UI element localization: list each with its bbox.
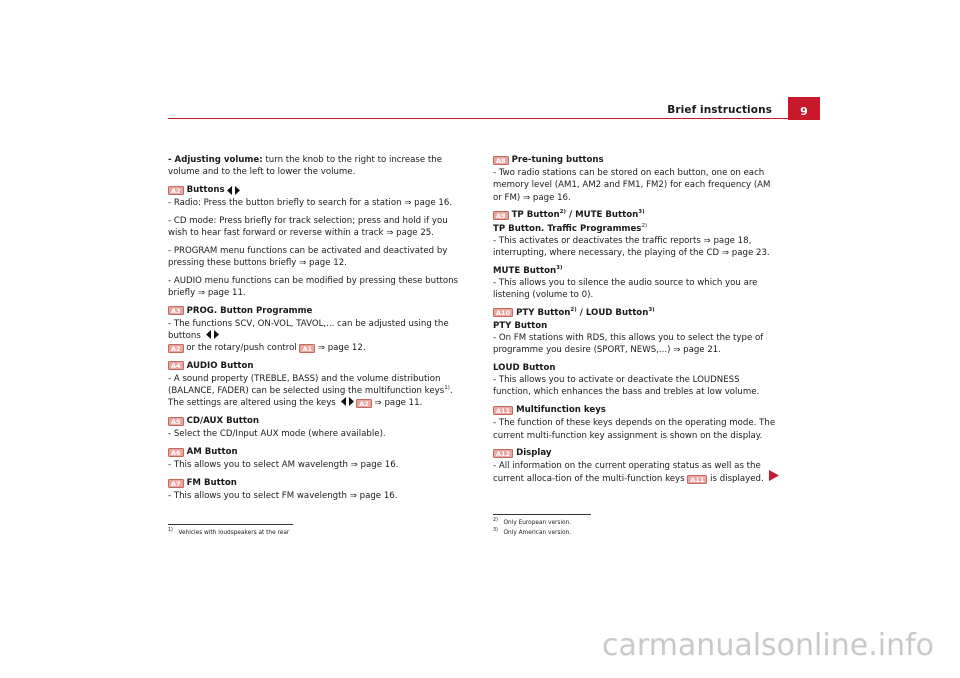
a11-text: - The function of these keys depends on the operating mode. The current multi-function key assignment is shown on the display. [493, 418, 776, 441]
pty-subheading: PTY Button [493, 320, 548, 331]
a3-text-line2a: or the rotary/push control [183, 343, 300, 354]
page-header-title: Brief instructions [667, 104, 772, 116]
callout-badge-ref: A2 [168, 344, 184, 353]
adjusting-volume-paragraph [168, 154, 458, 178]
tp-text: - This activates or deactivates the traffic reports ⇒ page 18, interrupting, where necessary, the playing of the CD ⇒ page 23. [493, 235, 770, 258]
a2-audio-text: - AUDIO menu functions can be modified by pressing these buttons briefly ⇒ page 11. [168, 275, 459, 298]
section-title-part: PTY Button [516, 307, 571, 318]
a3-text-line2b: ⇒ page 12. [315, 343, 366, 354]
right-column [493, 154, 776, 490]
mute-subheading [493, 265, 776, 277]
section-title: Buttons [186, 184, 225, 195]
left-right-arrows-icon [341, 397, 354, 406]
callout-badge: A2 [168, 186, 184, 195]
a7-text: - This allows you to select FM wavelength ⇒ page 16. [168, 491, 398, 502]
section-a6-heading [168, 446, 458, 458]
subheading-text: MUTE Button [493, 265, 557, 276]
footnote-ref: 2) [559, 209, 566, 216]
section-a3-heading [168, 305, 458, 317]
a12-text-part2: is displayed. [707, 473, 764, 484]
a4-text-part2: . The settings are altered using the keys [168, 386, 453, 409]
callout-badge: A10 [493, 308, 513, 317]
section-a4-heading [168, 360, 458, 372]
loud-subheading: LOUD Button [493, 363, 556, 374]
watermark: carmanualsonline.info [602, 628, 934, 663]
section-title-part: TP Button [511, 210, 560, 221]
a2-cd-text: - CD mode: Press briefly for track selection; press and hold if you wish to hear fast forward or reverse within a track ⇒ page 25. [168, 215, 448, 239]
adjusting-volume-label: - Adjusting volume: [168, 155, 263, 165]
callout-badge: A7 [168, 479, 184, 488]
left-column [168, 154, 458, 508]
callout-badge-ref: A11 [687, 475, 707, 484]
pty-text: - On FM stations with RDS, this allows you to select the type of programme you desire (SPORT, NEWS,...) ⇒ page 21. [493, 333, 764, 356]
callout-badge: A5 [168, 417, 184, 426]
section-title-part: / MUTE Button [565, 210, 639, 221]
page-number-tab: 9 [788, 97, 820, 120]
a12-text [493, 460, 776, 484]
next-page-arrow-icon [769, 470, 779, 485]
footnote-ref: 1) [444, 385, 450, 392]
a8-text: - Two radio stations can be stored on each button, one on each memory level (AM1, AM2 and FM1, FM2) for each frequency (AM or FM) ⇒ page 16. [493, 168, 771, 203]
tp-subheading [493, 223, 776, 235]
footnote-ref: 3) [638, 209, 645, 216]
footnote-ref: 3) [648, 306, 655, 313]
a2-program-text: - PROGRAM menu functions can be activated and deactivated by pressing these buttons briefly ⇒ page 12. [168, 245, 448, 268]
callout-badge-ref: A2 [356, 399, 372, 408]
a5-text: - Select the CD/Input AUX mode (where available). [168, 429, 386, 440]
section-a11-heading [493, 404, 776, 416]
footnote-rule-right [493, 514, 591, 515]
a3-text-line1: - The functions SCV, ON-VOL, TAVOL,... can be adjusted using the buttons [168, 318, 449, 341]
footnote-text: Only European version. [503, 520, 572, 526]
section-title: Display [516, 448, 552, 459]
footnote-ref: 2) [570, 306, 577, 313]
section-title: PROG. Button Programme [186, 305, 313, 316]
loud-text: - This allows you to activate or deactivate the LOUDNESS function, which enhances the bass and trebles at low volume. [493, 375, 760, 398]
footnote-text: Only American version. [503, 530, 572, 536]
a4-text-part3: ⇒ page 11. [371, 398, 423, 409]
a4-text-part1: - A sound property (TREBLE, BASS) and the volume distribution (BALANCE, FADER) can be selected using the multifunction keys [168, 374, 445, 397]
footnote-left [168, 529, 289, 538]
section-title: CD/AUX Button [186, 416, 260, 427]
footnote-right-2 [493, 529, 571, 538]
callout-badge: A12 [493, 449, 513, 458]
a2-radio-text: - Radio: Press the button briefly to search for a station ⇒ page 16. [168, 198, 453, 209]
section-a7-heading [168, 477, 458, 489]
footnote-rule-left [168, 524, 293, 525]
mute-text: - This allows you to silence the audio source to which you are listening (volume to 0). [493, 277, 758, 301]
subheading-text: TP Button. Traffic Programmes [493, 223, 642, 234]
callout-badge: A3 [168, 306, 184, 315]
footnote-text: Vehicles with loudspeakers at the rear [178, 530, 290, 536]
section-title [512, 209, 645, 221]
adjusting-volume-text: turn the knob to the right to increase the volume and to the left to lower the volume. [168, 155, 443, 178]
section-a9-heading [493, 209, 776, 221]
callout-badge: A6 [168, 448, 184, 457]
header-rule [168, 118, 788, 119]
section-title [516, 307, 655, 319]
callout-badge: A11 [493, 406, 513, 415]
footnote-mark: 1) [168, 528, 173, 533]
callout-badge-ref: A1 [299, 344, 315, 353]
a12-text-part1: - All information on the current operating status as well as the current alloca-tion of the multi-function keys [493, 461, 761, 484]
section-a10-heading [493, 307, 776, 319]
footnote-mark: 2) [493, 518, 498, 523]
section-a12-heading [493, 447, 776, 459]
left-right-arrows-icon [206, 330, 219, 339]
section-a2-heading [168, 184, 458, 196]
section-title: AUDIO Button [186, 360, 254, 371]
callout-badge: A8 [493, 156, 509, 165]
footnote-ref: 3) [556, 264, 563, 271]
section-title: AM Button [186, 447, 238, 458]
a4-text [168, 373, 458, 410]
footnote-mark: 3) [493, 528, 498, 533]
a3-text [168, 318, 458, 355]
left-right-arrows-icon [227, 186, 240, 195]
callout-badge: A4 [168, 361, 184, 370]
section-title-part: / LOUD Button [576, 307, 649, 318]
section-title: Pre-tuning buttons [511, 155, 604, 165]
callout-badge: A9 [493, 211, 509, 220]
footnote-ref: 2) [641, 222, 648, 229]
footnote-right-1 [493, 519, 571, 528]
section-title: Multifunction keys [516, 405, 606, 416]
section-a8-heading [493, 154, 776, 166]
section-title: FM Button [186, 477, 237, 488]
section-a5-heading [168, 415, 458, 427]
a6-text: - This allows you to select AM wavelength ⇒ page 16. [168, 460, 399, 471]
